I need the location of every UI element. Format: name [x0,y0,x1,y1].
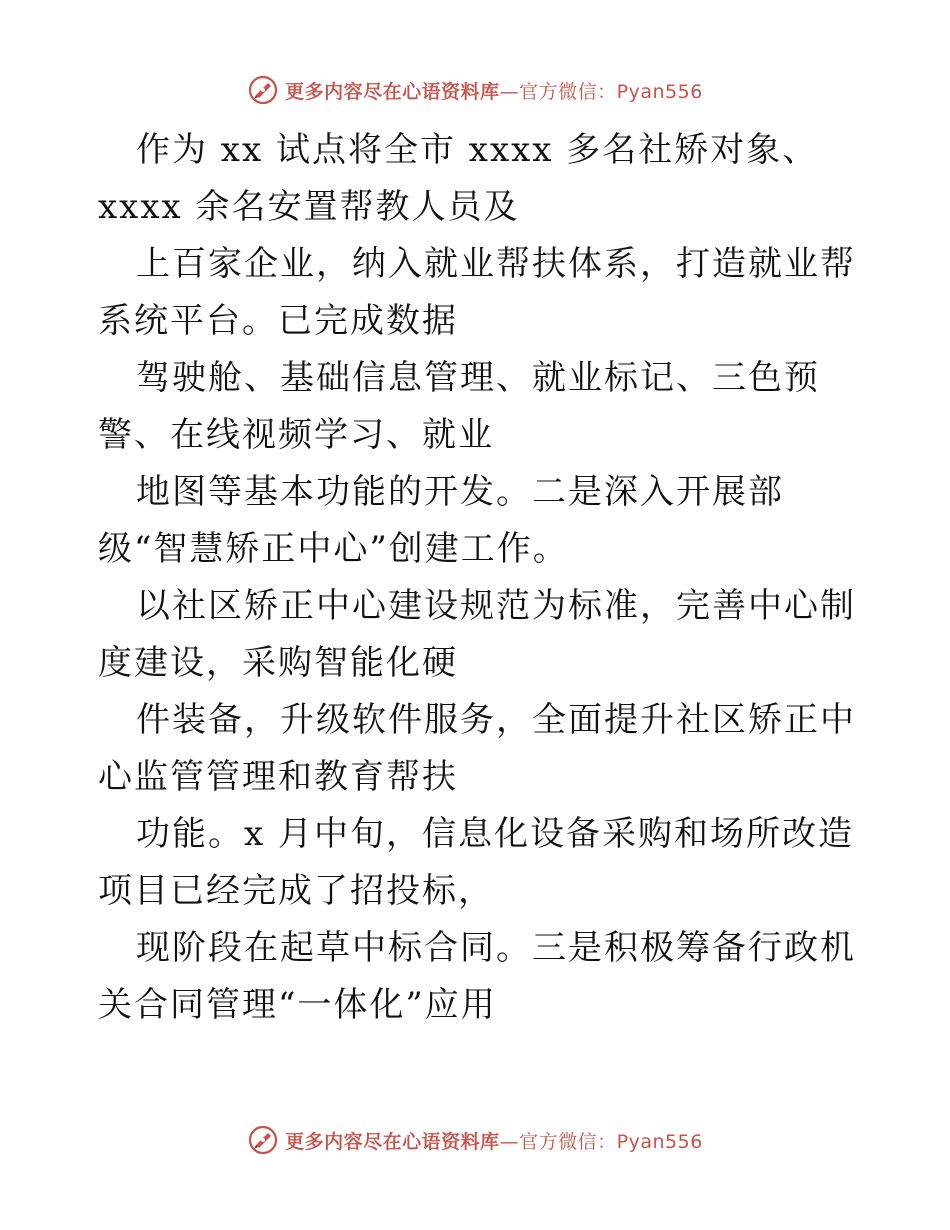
header-brand-text: 更多内容尽在心语资料库 [285,80,500,103]
header-wechat-text: 官方微信：Pyan556 [519,80,703,103]
header-banner-text [285,77,703,104]
body-paragraph: 功能。x 月中旬，信息化设备采购和场所改造项目已经完成了招投标， [98,814,854,911]
pen-logo-icon [247,1124,279,1156]
footer-banner-inner [247,1124,703,1156]
document-body [98,122,858,1034]
body-paragraph: 作为 xx 试点将全市 xxxx 多名社矫对象、xxxx 余名安置帮教人员及 [98,130,819,227]
footer-brand-text: 更多内容尽在心语资料库 [285,1130,500,1153]
footer-banner-text [285,1127,703,1154]
header-separator: — [499,80,520,103]
body-paragraph: 上百家企业，纳入就业帮扶体系，打造就业帮系统平台。已完成数据 [98,244,856,341]
body-paragraph: 现阶段在起草中标合同。三是积极筹备行政机关合同管理“一体化”应用 [98,928,856,1025]
footer-wechat-text: 官方微信：Pyan556 [519,1130,703,1153]
body-paragraph: 件装备，升级软件服务，全面提升社区矫正中心监管管理和教育帮扶 [98,700,856,797]
body-paragraph: 以社区矫正中心建设规范为标准，完善中心制度建设，采购智能化硬 [98,586,856,683]
header-banner-inner [247,74,703,106]
pen-logo-icon [247,74,279,106]
header-banner [0,70,950,110]
body-paragraph: 地图等基本功能的开发。二是深入开展部级“智慧矫正中心”创建工作。 [98,472,784,569]
footer-banner [0,1120,950,1160]
footer-separator: — [499,1130,520,1153]
body-paragraph: 驾驶舱、基础信息管理、就业标记、三色预警、在线视频学习、就业 [98,358,820,455]
